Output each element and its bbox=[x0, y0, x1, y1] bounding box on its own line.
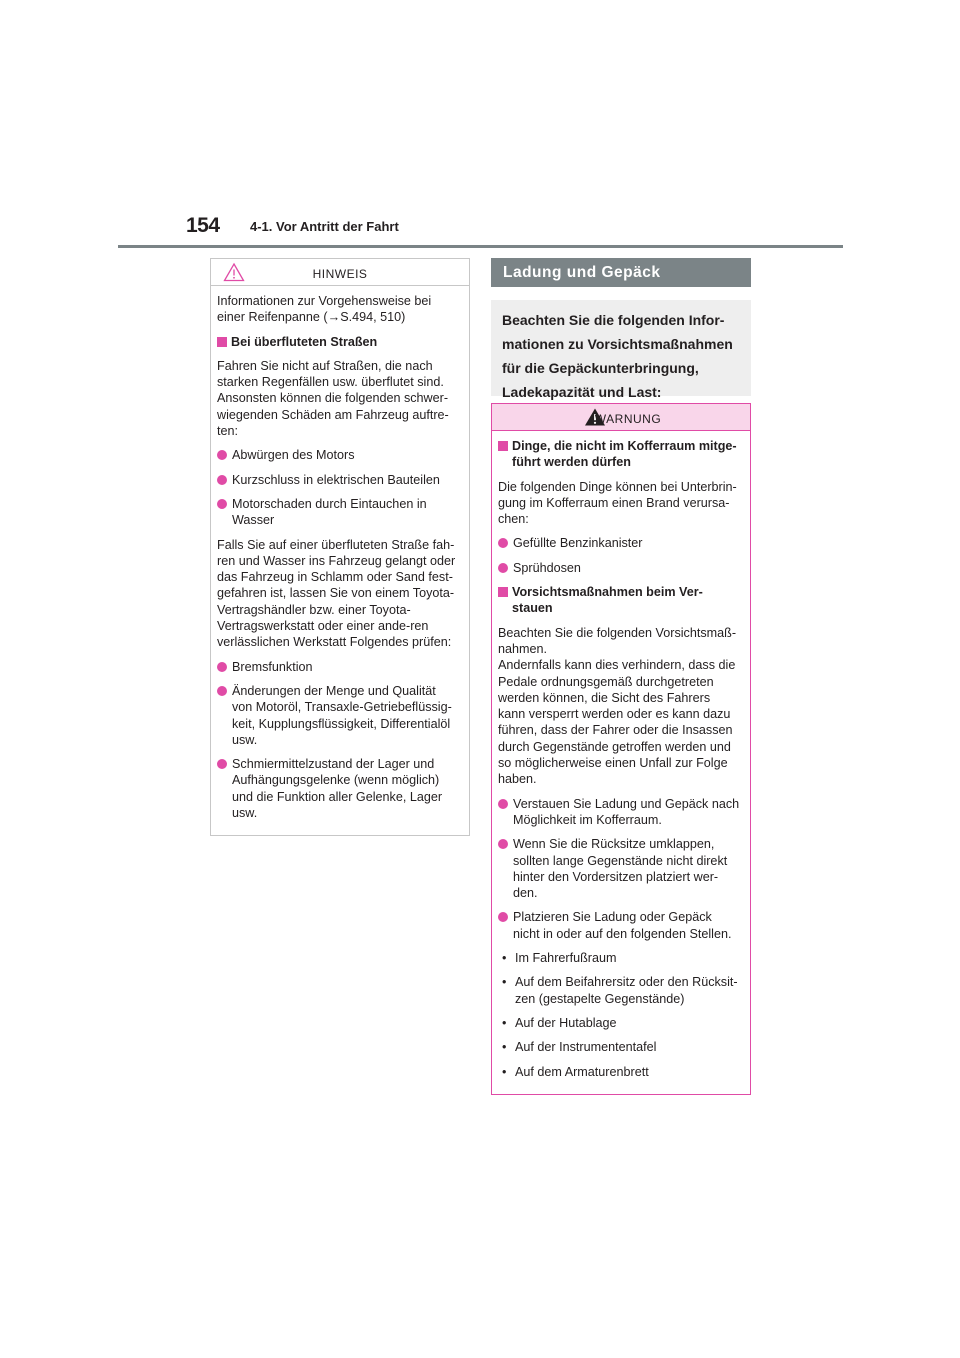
warning-subheading bbox=[498, 438, 740, 471]
list-item-text: Wenn Sie die Rücksitze umklappen, sollten lange Gegenstände nicht direkt hinter den Vordersitzen platziert wer-den. bbox=[513, 837, 728, 901]
list-item-text: Verstauen Sie Ladung und Gepäck nach Möglichkeit im Kofferraum. bbox=[513, 796, 740, 827]
notice-subheading-text: Bei überfluteten Straßen bbox=[231, 334, 378, 349]
list-item-text: Gefüllte Benzinkanister bbox=[513, 536, 643, 551]
section-heading: Ladung und Gepäck bbox=[491, 258, 751, 287]
notice-paragraph: Falls Sie auf einer überfluteten Straße fah-ren und Wasser ins Fahrzeug gelangt oder das Fahrzeug in Schlamm oder Sand fest-gefahren ist, lassen Sie von einem Toyota-Vertragshändler bzw. einer Toyota-Vertragswerkstatt oder einer ande-ren verlässlichen Werkstatt Folgendes prüfen: bbox=[217, 537, 456, 650]
list-item-text: Bremsfunktion bbox=[232, 659, 313, 674]
dash-item: • Im Fahrerfußraum bbox=[502, 951, 617, 966]
dash-item-text: Auf der Hutablage bbox=[515, 1015, 617, 1030]
dot-bullet-icon bbox=[498, 912, 508, 922]
dash-item-text: Auf der Instrumententafel bbox=[515, 1040, 657, 1055]
notice-body bbox=[211, 286, 469, 835]
notice-header bbox=[211, 259, 469, 286]
notice-paragraph: Fahren Sie nicht auf Straßen, die nach starken Regenfällen usw. überflutet sind. Ansonsten können die folgenden schwer-wiegenden Schäden am Fahrzeug auftre-ten: bbox=[217, 358, 449, 439]
list-item bbox=[217, 447, 459, 463]
notice-label: HINWEIS bbox=[312, 267, 368, 281]
dash-item-text: Auf dem Armaturenbrett bbox=[515, 1064, 649, 1079]
list-item bbox=[217, 659, 459, 675]
warning-subheading-text: Vorsichtsmaßnahmen beim Ver-stauen bbox=[512, 585, 703, 616]
dot-bullet-icon bbox=[498, 563, 508, 573]
list-item bbox=[498, 796, 740, 829]
list-item bbox=[217, 683, 459, 748]
warning-label: WARNUNG bbox=[594, 412, 662, 426]
dash-item-text: Im Fahrerfußraum bbox=[515, 951, 617, 966]
dot-bullet-icon bbox=[498, 839, 508, 849]
list-item-text: Motorschaden durch Eintauchen in Wasser bbox=[232, 496, 427, 528]
dash-item-text: Auf dem Beifahrersitz oder den Rücksit-zen (gestapelte Gegenstände) bbox=[515, 975, 738, 1006]
dot-bullet-icon bbox=[217, 686, 227, 696]
list-item-text: Platzieren Sie Ladung oder Gepäck nicht in oder auf den folgenden Stellen. bbox=[513, 910, 732, 941]
section-intro: Beachten Sie die folgenden Infor-mationen zu Vorsichtsmaßnahmen für die Gepäckunterbringung, Ladekapazität und Last: bbox=[491, 300, 751, 396]
warning-paragraph: Beachten Sie die folgenden Vorsichtsmaß-nahmen. bbox=[498, 625, 737, 656]
warning-header bbox=[492, 404, 750, 431]
header-divider bbox=[118, 245, 843, 248]
warning-subheading bbox=[498, 584, 740, 617]
list-item bbox=[217, 472, 459, 488]
dot-bullet-icon bbox=[217, 662, 227, 672]
notice-intro: Informationen zur Vorgehensweise bei einer Reifenpanne (→S.494, 510) bbox=[217, 294, 432, 325]
dash-item: • Auf der Instrumententafel bbox=[502, 1040, 657, 1055]
warning-paragraph: Die folgenden Dinge können bei Unterbrin-gung im Kofferraum einen Brand verursa-chen: bbox=[498, 479, 737, 527]
warning-box bbox=[491, 403, 751, 1095]
dash-item: • Auf dem Beifahrersitz oder den Rücksit-zen (gestapelte Gegenstände) bbox=[502, 975, 738, 1006]
warning-paragraph: Andernfalls kann dies verhindern, dass die Pedale ordnungsgemäß durchgetreten werden können, die Sicht des Fahrers kann versperrt werden oder es kann dazu führen, dass der Fahrer oder die Insassen durch Gegenstände getroffen werden und so möglicherweise einen Unfall zur Folge haben. bbox=[498, 658, 736, 787]
list-item bbox=[217, 496, 459, 529]
notice-box bbox=[210, 258, 470, 836]
list-item-text: Änderungen der Menge und Qualität von Motoröl, Transaxle-Getriebeflüssig-keit, Kupplungsflüssigkeit, Differentialöl usw. bbox=[232, 683, 452, 747]
dot-bullet-icon bbox=[217, 499, 227, 509]
dot-bullet-icon bbox=[217, 475, 227, 485]
list-item bbox=[498, 909, 740, 942]
dot-bullet-icon bbox=[498, 799, 508, 809]
warning-subheading-text: Dinge, die nicht im Kofferraum mitge-führt werden dürfen bbox=[512, 439, 737, 470]
list-item bbox=[498, 560, 740, 576]
page-number: 154 bbox=[186, 214, 220, 237]
dot-bullet-icon bbox=[217, 759, 227, 769]
list-item-text: Sprühdosen bbox=[513, 560, 581, 575]
dash-item: • Auf dem Armaturenbrett bbox=[502, 1064, 649, 1079]
list-item-text: Schmiermittelzustand der Lager und Aufhängungsgelenke (wenn möglich) und die Funktion aller Gelenke, Lager usw. bbox=[232, 757, 443, 821]
list-item-text: Kurzschluss in elektrischen Bauteilen bbox=[232, 472, 440, 487]
square-bullet-icon bbox=[217, 337, 227, 347]
square-bullet-icon bbox=[498, 587, 508, 597]
list-item-text: Abwürgen des Motors bbox=[232, 448, 355, 463]
list-item bbox=[217, 756, 459, 821]
square-bullet-icon bbox=[498, 441, 508, 451]
list-item bbox=[498, 836, 740, 901]
dash-item: • Auf der Hutablage bbox=[502, 1015, 617, 1030]
dot-bullet-icon bbox=[498, 538, 508, 548]
dot-bullet-icon bbox=[217, 450, 227, 460]
warning-body bbox=[492, 431, 750, 1094]
notice-subheading bbox=[217, 334, 459, 350]
section-title: 4-1. Vor Antritt der Fahrt bbox=[250, 219, 399, 234]
list-item bbox=[498, 535, 740, 551]
